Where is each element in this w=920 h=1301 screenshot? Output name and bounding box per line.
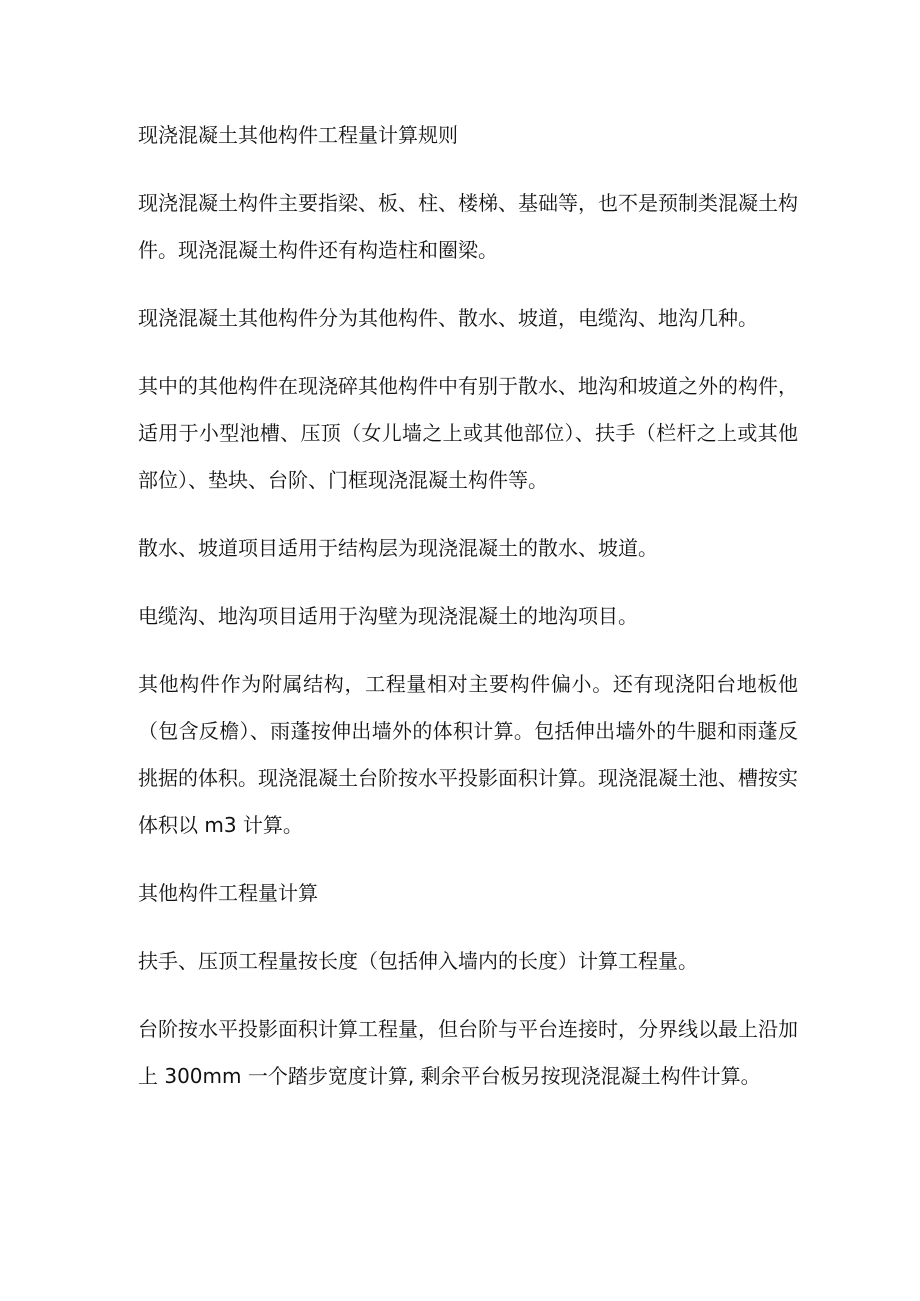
paragraph-apron-ramp: 散水、坡道项目适用于结构层为现浇混凝土的散水、坡道。 <box>138 536 658 560</box>
paragraph-auxiliary-structures: 其他构件作为附属结构，工程量相对主要构件偏小。还有现浇阳台地板他（包含反檐）、雨蓬按伸出墙外的体积计算。包括伸出墙外的牛腿和雨蓬反挑据的体积。现浇混凝土台阶按水平投影面积计算。现浇混凝土池、槽按实体积以 m3 计算。 <box>138 672 798 837</box>
paragraph-cable-trench: 电缆沟、地沟项目适用于沟壁为现浇混凝土的地沟项目。 <box>138 604 638 628</box>
document-title: 现浇混凝土其他构件工程量计算规则 <box>138 123 458 147</box>
section-subheading: 其他构件工程量计算 <box>138 881 318 905</box>
paragraph-other-components-types: 现浇混凝土其他构件分为其他构件、散水、坡道，电缆沟、地沟几种。 <box>138 306 758 330</box>
paragraph-other-components-scope: 其中的其他构件在现浇碎其他构件中有别于散水、地沟和坡道之外的构件，适用于小型池槽、压顶（女儿墙之上或其他部位）、扶手（栏杆之上或其他部位）、垫块、台阶、门框现浇混凝土构件等。 <box>138 374 798 492</box>
paragraph-handrail-coping: 扶手、压顶工程量按长度（包括伸入墙内的长度）计算工程量。 <box>138 949 698 973</box>
paragraph-steps: 台阶按水平投影面积计算工程量，但台阶与平台连接时，分界线以最上沿加上 300mm 一个踏步宽度计算, 剩余平台板另按现浇混凝土构件计算。 <box>138 1017 798 1088</box>
paragraph-components-definition: 现浇混凝土构件主要指梁、板、柱、楼梯、基础等，也不是预制类混凝土构件。现浇混凝土构件还有构造柱和圈梁。 <box>138 191 798 262</box>
document-body <box>138 112 798 1121</box>
